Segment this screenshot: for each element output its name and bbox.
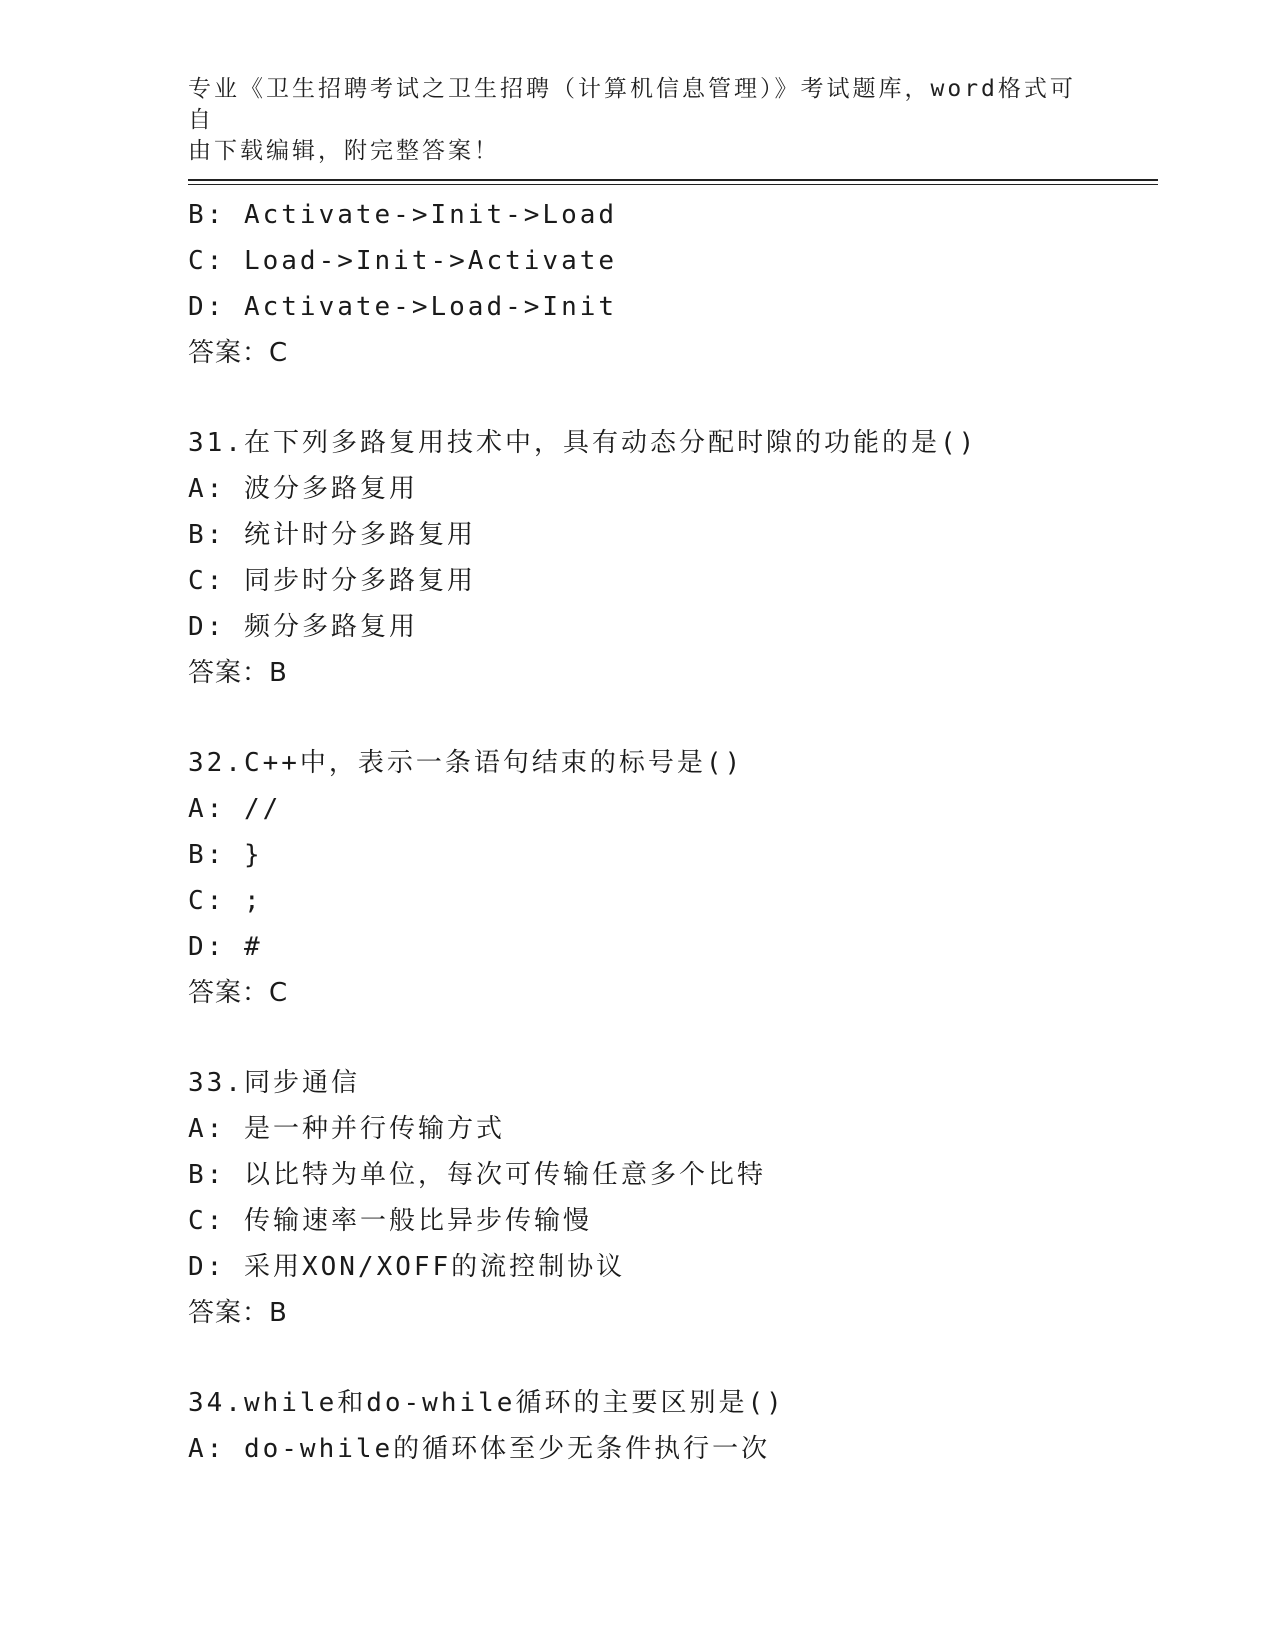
header-divider-thick [188,179,1158,181]
answer-label: 答案：B [188,1298,288,1328]
answer-label: 答案：C [188,338,289,368]
header-divider-thin [188,184,1158,185]
question-text: 32.C++中，表示一条语句结束的标号是() [188,748,744,778]
option-d: D: 采用XON/XOFF的流控制协议 [188,1252,626,1282]
question-text: 34.while和do-while循环的主要区别是() [188,1388,785,1418]
question-list [188,192,1148,1472]
option-a: A: // [188,794,282,824]
option-c: C: ; [188,886,263,916]
option-c: C: Load->Init->Activate [188,246,618,276]
option-a: A: 是一种并行传输方式 [188,1114,505,1144]
question-34 [188,1380,1148,1472]
question-32 [188,740,1148,1016]
answer-label: 答案：C [188,978,289,1008]
answer-label: 答案：B [188,658,288,688]
option-b: B: Activate->Init->Load [188,200,618,230]
question-33 [188,1060,1148,1336]
option-d: D: 频分多路复用 [188,612,418,642]
question-text: 31.在下列多路复用技术中，具有动态分配时隙的功能的是() [188,428,978,458]
option-a: A: 波分多路复用 [188,474,418,504]
option-a: A: do-while的循环体至少无条件执行一次 [188,1434,771,1464]
question-30-tail [188,192,1148,376]
question-text: 33.同步通信 [188,1068,360,1098]
document-header [188,74,1088,167]
option-b: B: } [188,840,263,870]
option-c: C: 同步时分多路复用 [188,566,476,596]
option-d: D: # [188,932,263,962]
option-b: B: 以比特为单位，每次可传输任意多个比特 [188,1160,766,1190]
question-31 [188,420,1148,696]
option-b: B: 统计时分多路复用 [188,520,476,550]
header-line-2: 由下载编辑，附完整答案！ [188,138,500,164]
option-d: D: Activate->Load->Init [188,292,618,322]
header-line-1: 专业《卫生招聘考试之卫生招聘（计算机信息管理）》考试题库，word格式可自 [188,76,1076,133]
option-c: C: 传输速率一般比异步传输慢 [188,1206,592,1236]
